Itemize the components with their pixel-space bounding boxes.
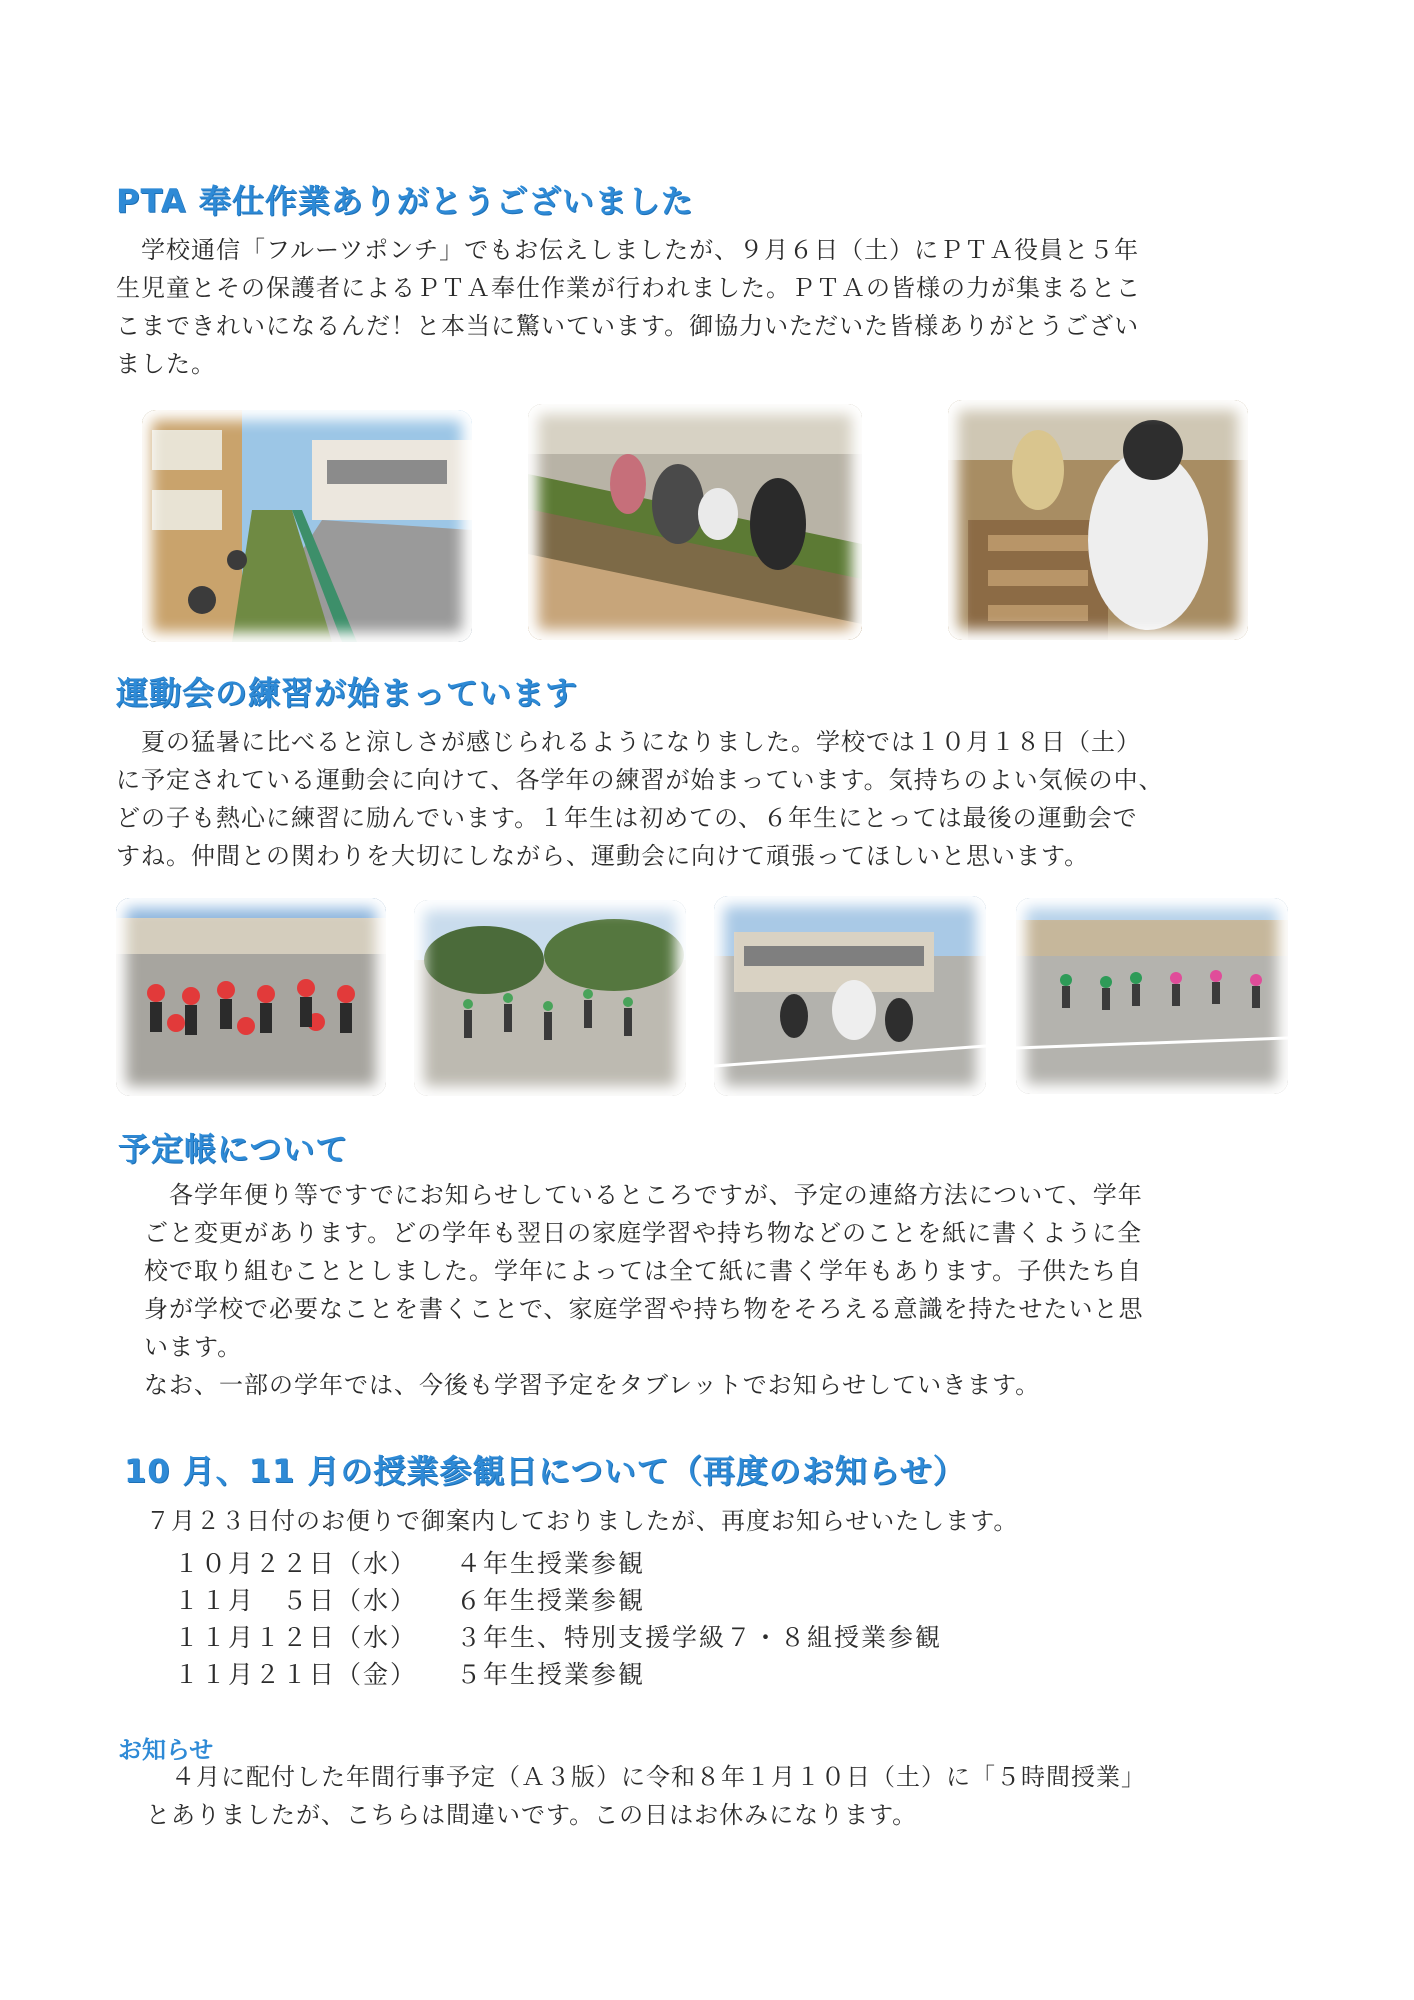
schedule-date: １０月２２日（水） <box>174 1549 418 1578</box>
text-line: 校で取り組むこととしました。学年によっては全て紙に書く学年もあります。子供たち自 <box>144 1257 1143 1285</box>
text-line: 学校通信「フルーツポンチ」でもお伝えしましたが、９月６日（土）にＰＴＡ役員と５年 <box>116 236 1140 264</box>
class-observation-intro <box>146 1502 1246 1540</box>
text-line: 各学年便り等ですでにお知らせしているところですが、予定の連絡方法について、学年 <box>144 1181 1143 1209</box>
photo-sports-practice-2 <box>414 900 686 1096</box>
schedule-date: １１月２１日（金） <box>174 1660 418 1689</box>
schedule-date: １１月１２日（水） <box>174 1623 418 1652</box>
text-line: すね。仲間との関わりを大切にしながら、運動会に向けて頑張ってほしいと思います。 <box>116 842 1090 870</box>
text-line: どの子も熱心に練習に励んでいます。１年生は初めての、６年生にとっては最後の運動会で <box>116 804 1138 832</box>
section-heading-class-observation: 10 月、11 月の授業参観日について（再度のお知らせ） <box>124 1452 966 1490</box>
schedule-event: ３年生、特別支援学級７・８組授業参観 <box>456 1623 943 1652</box>
section-heading-sports-day: 運動会の練習が始まっています <box>116 674 579 712</box>
text-line: ました。 <box>116 350 216 378</box>
schedule-row <box>174 1581 1074 1615</box>
text-line: に予定されている運動会に向けて、各学年の練習が始まっています。気持ちのよい気候の中、 <box>116 766 1164 794</box>
notice-heading: お知らせ <box>118 1736 214 1764</box>
text-line: 生児童とその保護者によるＰＴＡ奉仕作業が行われました。ＰＴＡの皆様の力が集まるとこ <box>116 274 1141 302</box>
schedule-event: ６年生授業参観 <box>456 1586 646 1615</box>
text-line: ７月２３日付のお便りで御案内しておりましたが、再度お知らせいたします。 <box>146 1507 1019 1535</box>
section-heading-planner: 予定帳について <box>118 1130 349 1168</box>
photo-pta-work-planter <box>528 404 862 640</box>
photo-sports-practice-3 <box>714 896 986 1096</box>
schedule-row <box>174 1618 1074 1652</box>
schedule-row <box>174 1544 1074 1578</box>
text-line: こまできれいになるんだ！と本当に驚いています。御協力いただいた皆様ありがとうござい <box>116 312 1140 340</box>
schedule-event: ５年生授業参観 <box>456 1660 646 1689</box>
section-body-sports-day <box>116 723 1276 875</box>
section-body-pta <box>116 231 1276 383</box>
notice-body <box>146 1758 1286 1834</box>
photo-pta-work-outdoor <box>142 410 472 642</box>
schedule-date: １１月 ５日（水） <box>174 1586 418 1615</box>
section-heading-pta: PTA 奉仕作業ありがとうございました <box>116 182 694 220</box>
photo-pta-work-indoor <box>948 400 1248 640</box>
section-body-planner <box>144 1176 1284 1404</box>
text-line: とありましたが、こちらは間違いです。この日はお休みになります。 <box>146 1801 918 1829</box>
text-line: 身が学校で必要なことを書くことで、家庭学習や持ち物をそろえる意識を持たせたいと思 <box>144 1295 1144 1323</box>
photo-sports-practice-1 <box>116 898 386 1096</box>
schedule-row <box>174 1655 1074 1689</box>
text-line: ４月に配付した年間行事予定（Ａ３版）に令和８年１月１０日（土）に「５時間授業」 <box>146 1763 1146 1791</box>
text-line: います。 <box>144 1333 243 1361</box>
text-line: 夏の猛暑に比べると涼しさが感じられるようになりました。学校では１０月１８日（土） <box>116 728 1141 756</box>
text-line: ごと変更があります。どの学年も翌日の家庭学習や持ち物などのことを紙に書くように全 <box>144 1219 1143 1247</box>
photo-sports-practice-4 <box>1016 898 1288 1094</box>
schedule-event: ４年生授業参観 <box>456 1549 646 1578</box>
text-line: なお、一部の学年では、今後も学習予定をタブレットでお知らせしていきます。 <box>144 1371 1041 1399</box>
